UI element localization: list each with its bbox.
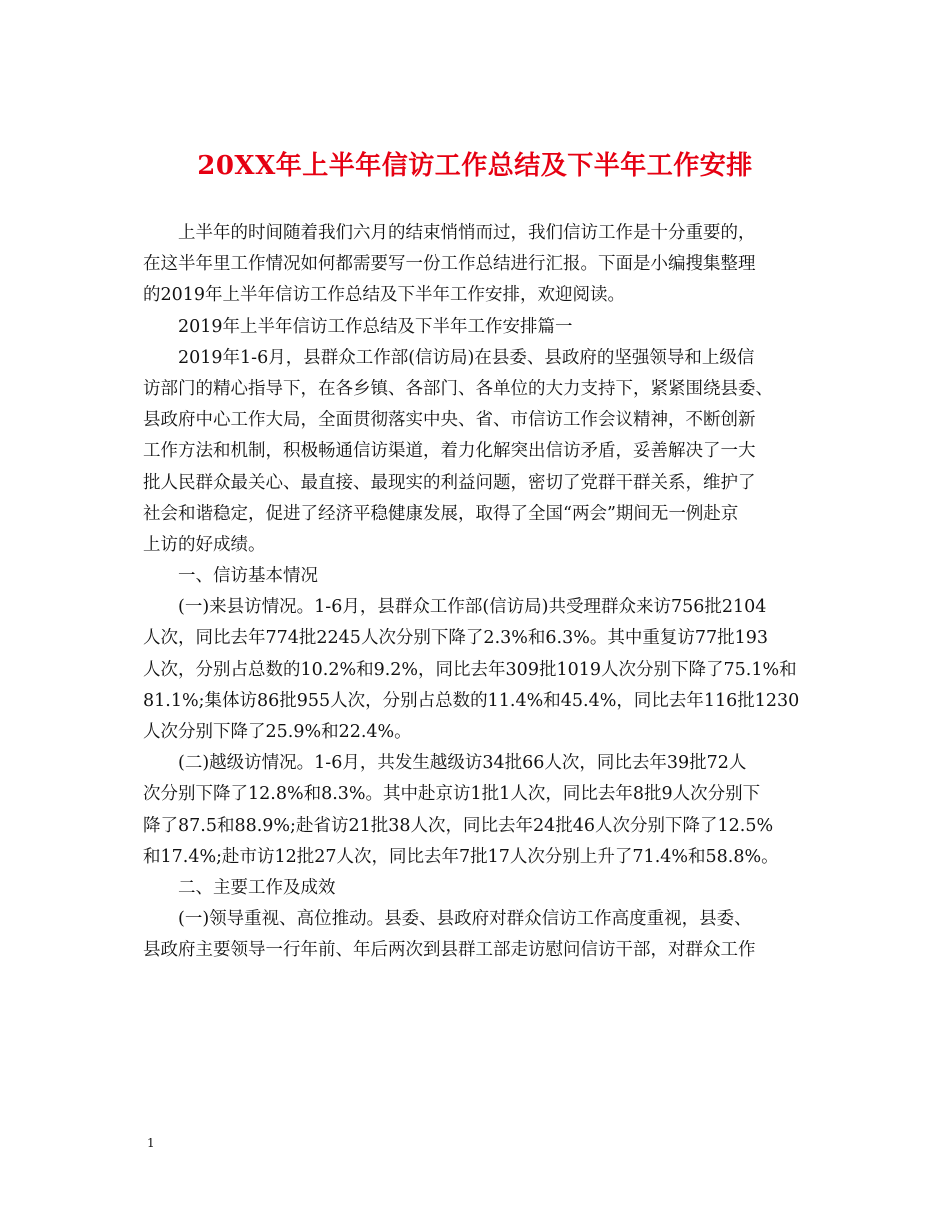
para1-line-6: 社会和谐稳定，促进了经济平稳健康发展，取得了全国“两会”期间无一例赴京 [143, 503, 739, 524]
para2-line-4: 81.1%;集体访86批955人次，分别占总数的11.4%和45.4%，同比去年116批1230 [143, 690, 800, 711]
para1-line-1: 2019年1-6月，县群众工作部(信访局)在县委、县政府的坚强领导和上级信 [178, 347, 755, 368]
para3-line-4: 和17.4%;赴市访12批27人次，同比去年7批17人次分别上升了71.4%和58.8%。 [143, 846, 779, 867]
page-number: 1 [147, 1136, 155, 1150]
para3-line-1: (二)越级访情况。1-6月，共发生越级访34批66人次，同比去年39批72人 [178, 753, 747, 774]
para4-line-1: (一)领导重视、高位推动。县委、县政府对群众信访工作高度重视，县委、 [178, 909, 752, 930]
section-title: 2019年上半年信访工作总结及下半年工作安排篇一 [178, 316, 573, 337]
para2-line-2: 人次，同比去年774批2245人次分别下降了2.3%和6.3%。其中重复访77批193 [143, 628, 769, 649]
para2-line-5: 人次分别下降了25.9%和22.4%。 [143, 722, 412, 742]
para1-line-5: 批人民群众最关心、最直接、最现实的利益问题，密切了党群干群关系，维护了 [143, 472, 756, 493]
para4-line-2: 县政府主要领导一行年前、年后两次到县群工部走访慰问信访干部，对群众工作 [143, 940, 756, 961]
para1-line-3: 县政府中心工作大局，全面贯彻落实中央、省、市信访工作会议精神，不断创新 [143, 410, 756, 431]
para2-line-3: 人次，分别占总数的10.2%和9.2%，同比去年309批1019人次分别下降了75.1%和 [143, 659, 797, 680]
para3-line-3: 降了87.5和88.9%;赴省访21批38人次，同比去年24批46人次分别下降了12.5% [143, 815, 774, 836]
para2-line-1: (一)来县访情况。1-6月，县群众工作部(信访局)共受理群众来访756批2104 [178, 597, 767, 618]
intro-line-3: 的2019年上半年信访工作总结及下半年工作安排，欢迎阅读。 [143, 285, 626, 306]
para1-line-2: 访部门的精心指导下，在各乡镇、各部门、各单位的大力支持下，紧紧围绕县委、 [143, 378, 773, 399]
para1-line-4: 工作方法和机制，积极畅通信访渠道，着力化解突出信访矛盾，妥善解决了一大 [143, 441, 756, 462]
heading-basic-situation: 一、信访基本情况 [178, 566, 318, 587]
para3-line-2: 次分别下降了12.8%和8.3%。其中赴京访1批1人次，同比去年8批9人次分别下 [143, 784, 761, 805]
intro-line-2: 在这半年里工作情况如何都需要写一份工作总结进行汇报。下面是小编搜集整理 [143, 254, 756, 275]
document-body [143, 218, 810, 967]
para1-line-7: 上访的好成绩。 [143, 534, 266, 555]
heading-main-work: 二、主要工作及成效 [178, 877, 336, 898]
intro-line-1: 上半年的时间随着我们六月的结束悄悄而过，我们信访工作是十分重要的， [178, 223, 756, 243]
document-title: 20XX年上半年信访工作总结及下半年工作安排 [197, 151, 753, 181]
